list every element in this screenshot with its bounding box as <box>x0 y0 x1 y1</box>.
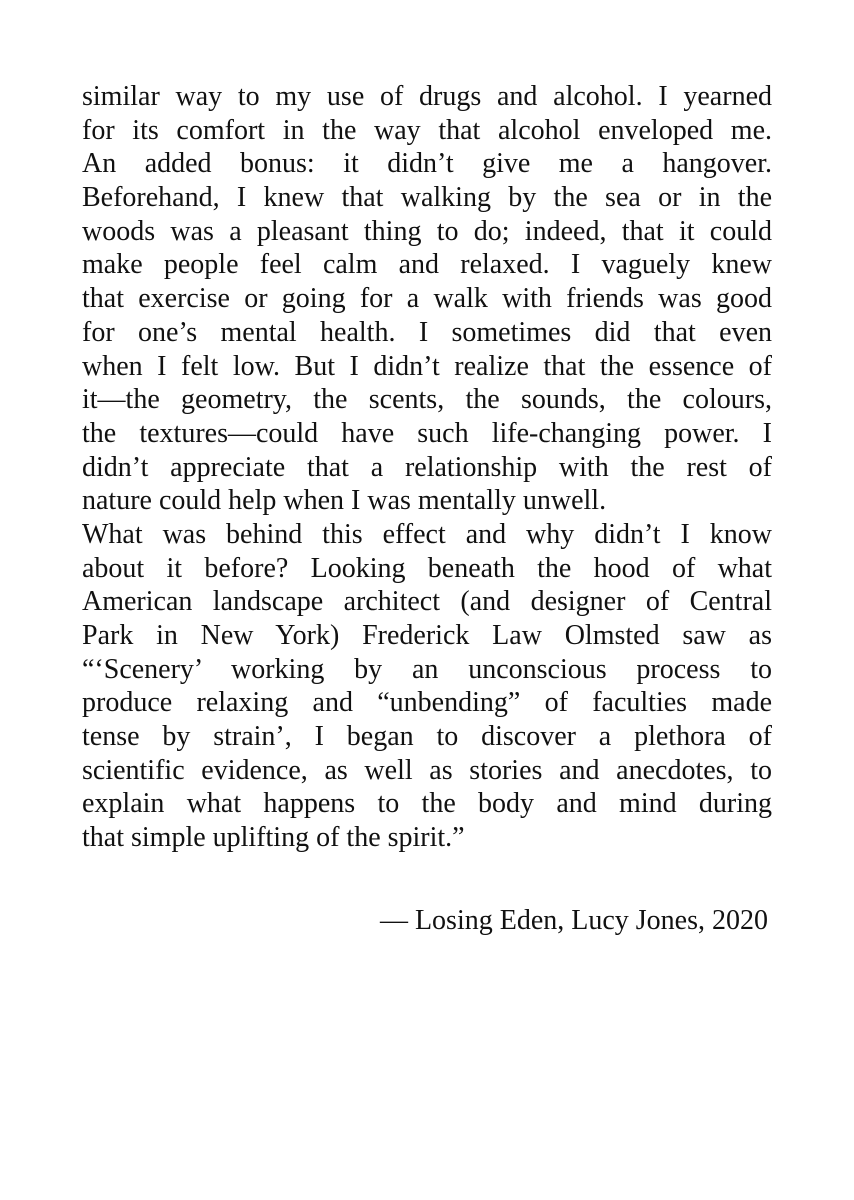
quote-line: scientific evidence, as well as stories and anecdotes, to <box>82 754 772 786</box>
quote-line: that simple uplifting of the spirit.” <box>82 822 465 854</box>
quote-line: American landscape architect (and designer of Central <box>82 586 772 618</box>
quote-line: nature could help when I was mentally unwell. <box>82 485 607 517</box>
quote-line: explain what happens to the body and mind during <box>82 788 772 820</box>
quote-line: didn’t appreciate that a relationship with the rest of <box>82 451 772 483</box>
quote-line: tense by strain’, I began to discover a plethora of <box>82 721 772 753</box>
quote-line: for its comfort in the way that alcohol enveloped me. <box>82 114 772 146</box>
quote-line: make people feel calm and relaxed. I vaguely knew <box>82 249 772 281</box>
quote-line: Park in New York) Frederick Law Olmsted saw as <box>82 620 772 651</box>
quote-text <box>82 80 772 855</box>
quote-line: What was behind this effect and why didn’t I know <box>82 518 772 550</box>
quote-line: “‘Scenery’ working by an unconscious process to <box>82 653 772 685</box>
quote-line: similar way to my use of drugs and alcohol. I yearned <box>82 81 772 112</box>
quote-line: it—the geometry, the scents, the sounds, the colours, <box>82 384 772 416</box>
quote-line: for one’s mental health. I sometimes did that even <box>82 316 772 348</box>
quote-line: produce relaxing and “unbending” of faculties made <box>82 687 772 719</box>
quote-line: Beforehand, I knew that walking by the sea or in the <box>82 182 772 214</box>
quote-line: when I felt low. But I didn’t realize that the essence of <box>82 350 772 382</box>
quote-line: the textures—could have such life-changing power. I <box>82 417 772 449</box>
quote-attribution: — Losing Eden, Lucy Jones, 2020 <box>379 905 768 936</box>
quote-line: about it before? Looking beneath the hood of what <box>82 552 772 584</box>
quote-line: that exercise or going for a walk with friends was good <box>82 283 772 315</box>
quote-line: An added bonus: it didn’t give me a hangover. <box>82 148 772 180</box>
quote-line: woods was a pleasant thing to do; indeed, that it could <box>82 215 772 247</box>
